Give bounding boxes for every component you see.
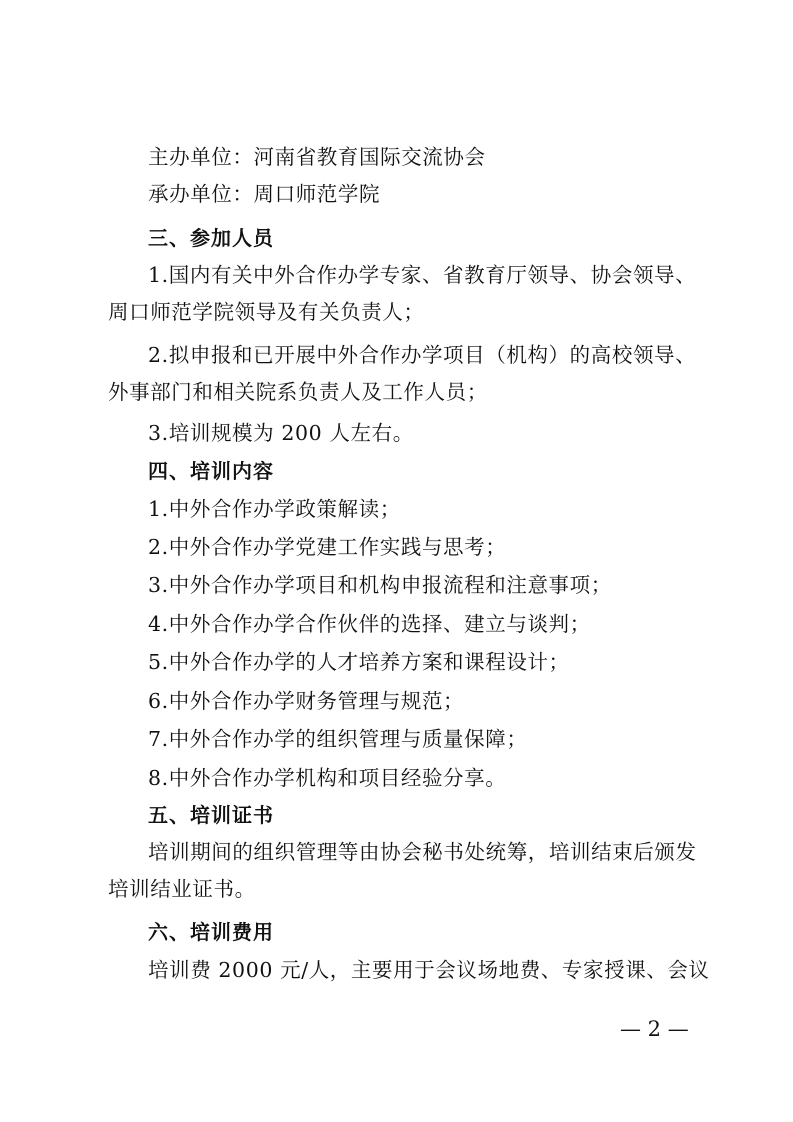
para6-line-a: 培训费 2000 元/人，主要用于会议场地费、专家授课、会议 bbox=[148, 958, 710, 982]
item3-1-line-a: 1.国内有关中外合作办学专家、省教育厅领导、协会领导、 bbox=[148, 263, 697, 287]
para5-line-b: 培训结业证书。 bbox=[108, 877, 256, 901]
item3-2-line-a: 2.拟申报和已开展中外合作办学项目（机构）的高校领导、 bbox=[148, 343, 697, 367]
item3-3-line: 3.培训规模为 200 人左右。 bbox=[148, 421, 414, 445]
item4-7-line: 7.中外合作办学的组织管理与质量保障； bbox=[148, 727, 528, 751]
item4-3-line: 3.中外合作办学项目和机构申报流程和注意事项； bbox=[148, 573, 612, 597]
section3-heading: 三、参加人员 bbox=[148, 226, 274, 250]
organizer-line: 主办单位：河南省教育国际交流协会 bbox=[148, 145, 486, 169]
item3-2-line-b: 外事部门和相关院系负责人及工作人员； bbox=[108, 380, 488, 404]
item4-6-line: 6.中外合作办学财务管理与规范； bbox=[148, 689, 465, 713]
section4-heading: 四、培训内容 bbox=[148, 459, 274, 483]
item4-4-line: 4.中外合作办学合作伙伴的选择、建立与谈判； bbox=[148, 612, 591, 636]
section5-heading: 五、培训证书 bbox=[148, 803, 274, 827]
para5-line-a: 培训期间的组织管理等由协会秘书处统筹，培训结束后颁发 bbox=[148, 840, 697, 864]
item4-8-line: 8.中外合作办学机构和项目经验分享。 bbox=[148, 766, 507, 790]
item4-2-line: 2.中外合作办学党建工作实践与思考； bbox=[148, 535, 507, 559]
item4-1-line: 1.中外合作办学政策解读； bbox=[148, 497, 401, 521]
item3-1-line-b: 周口师范学院领导及有关负责人； bbox=[108, 300, 425, 324]
section6-heading: 六、培训费用 bbox=[148, 920, 274, 944]
item4-5-line: 5.中外合作办学的人才培养方案和课程设计； bbox=[148, 650, 570, 674]
co-organizer-line: 承办单位：周口师范学院 bbox=[148, 182, 381, 206]
page-number: — 2 — bbox=[620, 1017, 689, 1041]
